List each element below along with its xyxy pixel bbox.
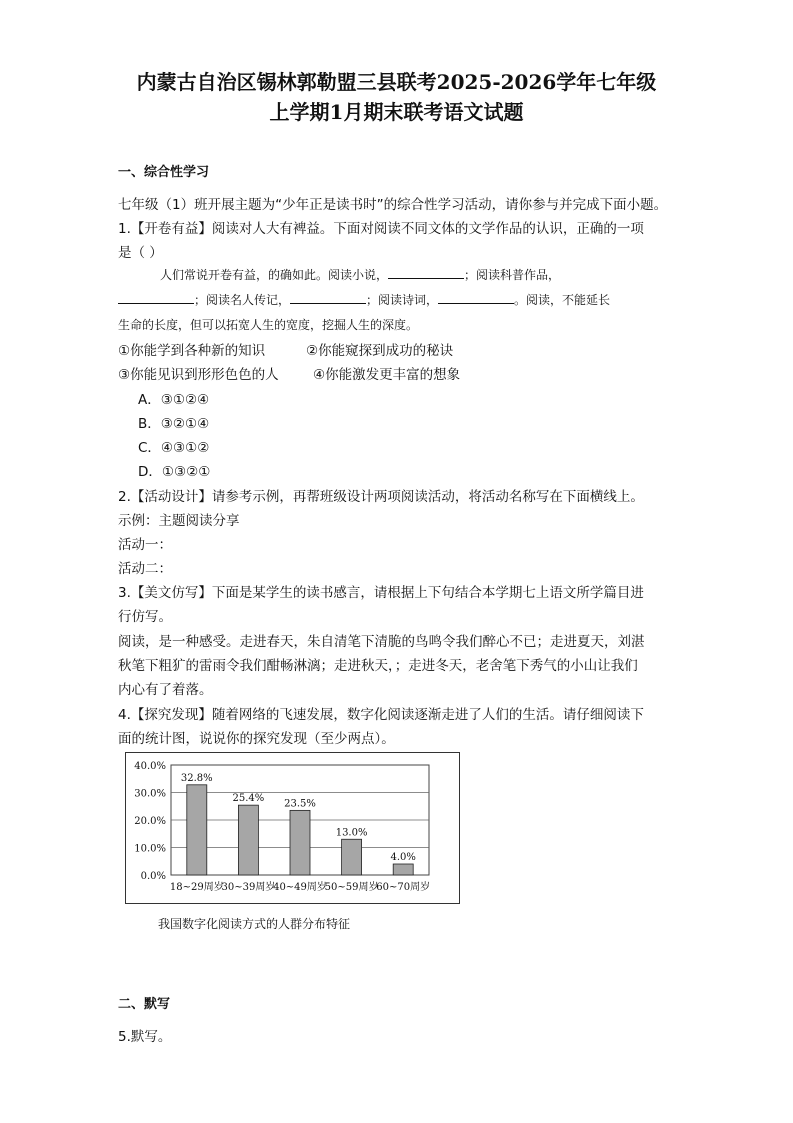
- q3-stem-a: 3.【美文仿写】下面是某学生的读书感言，请根据上下句结合本学期七上语文所学篇目进: [118, 585, 644, 601]
- q3-text-a: 阅读，是一种感受。走进春天，朱自清笔下清脆的鸟鸣令我们醉心不已；走进夏天，刘湛: [118, 634, 645, 650]
- q2-stem: 2.【活动设计】请参考示例，再帮班级设计两项阅读活动，将活动名称写在下面横线上。: [118, 489, 644, 505]
- x-tick-label: 30~39周岁: [221, 882, 276, 893]
- answer-blank[interactable]: [438, 291, 514, 304]
- bar: [187, 785, 207, 875]
- q4-stem-b: 面的统计图，说说你的探究发现（至少两点）。: [118, 731, 395, 747]
- q1-choice-1: ①你能学到各种新的知识: [118, 343, 266, 359]
- intro-text: 七年级（1）班开展主题为“少年正是读书时”的综合性学习活动，请你参与并完成下面小题。: [118, 197, 668, 213]
- quote-text: ；阅读名人传记，: [194, 293, 291, 307]
- y-tick-label: 10.0%: [134, 843, 166, 855]
- x-tick-label: 18~29周岁: [169, 882, 224, 893]
- q5-stem: 5.默写。: [118, 1029, 172, 1045]
- data-label: 4.0%: [390, 852, 416, 863]
- y-tick-label: 40.0%: [134, 761, 166, 772]
- quote-text: 。阅读，不能延长: [514, 293, 611, 307]
- answer-blank[interactable]: [388, 266, 464, 279]
- quote-text: ；阅读科普作品，: [464, 268, 561, 282]
- answer-blank[interactable]: [118, 291, 194, 304]
- bar: [238, 805, 258, 875]
- data-label: 32.8%: [180, 772, 213, 784]
- q3-text-b: 秋笔下粗犷的雷雨令我们酣畅淋漓；走进秋天，；走进冬天，老舍笔下秀气的小山让我们: [118, 658, 638, 674]
- chart-caption: 我国数字化阅读方式的人群分布特征: [158, 917, 351, 931]
- bar-chart: [126, 753, 459, 903]
- y-tick-label: 30.0%: [134, 788, 166, 800]
- q1-quote-line2: [118, 291, 610, 308]
- answer-blank[interactable]: [290, 291, 366, 304]
- bar: [342, 839, 362, 875]
- x-tick-label: 40~49周岁: [273, 882, 327, 893]
- y-tick-label: 0.0%: [140, 871, 166, 882]
- q2-activity-2: 活动二：: [118, 561, 172, 577]
- q1-choice-4: ④你能激发更丰富的想象: [313, 367, 461, 383]
- q1-stem-b: 是（ ）: [118, 245, 163, 261]
- bar: [290, 810, 310, 875]
- q2-example: 示例：主题阅读分享: [118, 513, 240, 529]
- q1-quote-line3: 生命的长度，但可以拓宽人生的宽度，挖掘人生的深度。: [118, 318, 419, 332]
- q1-quote-line1: [160, 266, 560, 283]
- bar-chart-frame: [125, 752, 460, 904]
- y-tick-label: 20.0%: [134, 816, 166, 827]
- quote-text: 人们常说开卷有益，的确如此。阅读小说，: [160, 268, 389, 282]
- section1-heading: 一、综合性学习: [118, 165, 210, 180]
- data-label: 13.0%: [335, 827, 368, 839]
- data-label: 25.4%: [232, 793, 265, 805]
- bar: [393, 864, 413, 875]
- q1-option-b[interactable]: B．③②①④: [138, 416, 210, 432]
- x-tick-label: 50~59周岁: [324, 882, 379, 893]
- q3-text-c: 内心有了着落。: [118, 682, 213, 698]
- x-tick-label: 60~70周岁: [376, 882, 431, 893]
- document-title-line2: 上学期1月期末联考语文试题: [269, 100, 524, 124]
- document-title-line1: 内蒙古自治区锡林郭勒盟三县联考2025-2026学年七年级: [136, 70, 657, 94]
- quote-text: ；阅读诗词，: [366, 293, 439, 307]
- q1-stem-a: 1.【开卷有益】阅读对人大有裨益。下面对阅读不同文体的文学作品的认识，正确的一项: [118, 221, 644, 237]
- q1-option-c[interactable]: C．④③①②: [138, 440, 210, 456]
- q2-activity-1: 活动一：: [118, 537, 172, 553]
- q3-stem-b: 行仿写。: [118, 609, 172, 625]
- q1-choice-2: ②你能窥探到成功的秘诀: [306, 343, 454, 359]
- q1-option-d[interactable]: D．①③②①: [138, 464, 211, 480]
- q1-choice-3: ③你能见识到形形色色的人: [118, 367, 279, 383]
- data-label: 23.5%: [284, 798, 316, 810]
- section2-heading: 二、默写: [118, 997, 171, 1012]
- q4-stem-a: 4.【探究发现】随着网络的飞速发展，数字化阅读逐渐走进了人们的生活。请仔细阅读下: [118, 707, 644, 723]
- q1-option-a[interactable]: A．③①②④: [138, 392, 210, 408]
